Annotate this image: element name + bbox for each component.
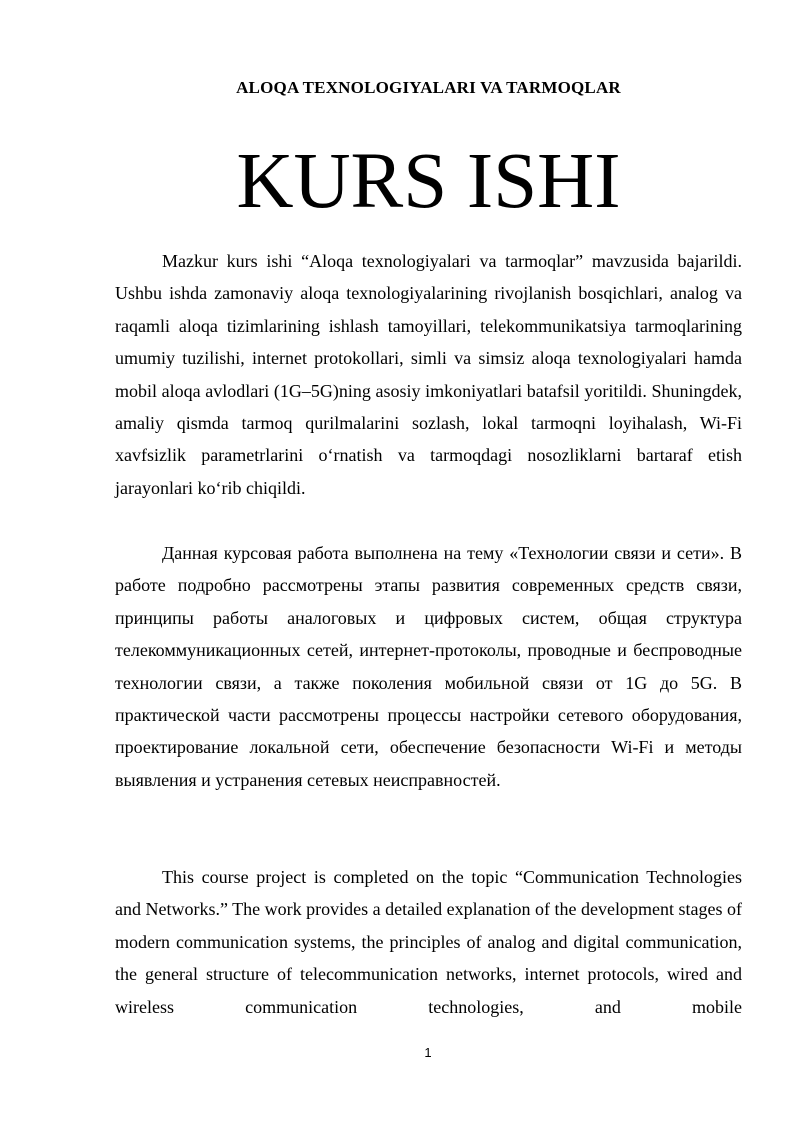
page-number: 1 bbox=[424, 1045, 432, 1060]
document-header: ALOQA TEXNOLOGIYALARI VA TARMOQLAR bbox=[236, 78, 621, 97]
document-title: KURS ISHI bbox=[236, 138, 621, 225]
abstract-english: This course project is completed on the topic “Communication Technologies and Networks.” The work provides a detailed explanation of the development stages of modern communication systems, the principles of analog and digital communication, the general structure of telecommunication networks, internet protocols, wired and wireless communication technologies, and mobile bbox=[115, 867, 742, 1017]
abstract-russian: Данная курсовая работа выполнена на тему «Технологии связи и сети». В работе подробно рассмотрены этапы развития современных средств связи, принципы работы аналоговых и цифровых систем, общая структура телекоммуникационных сетей, интернет-протоколы, проводные и беспроводные технологии связи, а также поколения мобильной связи от 1G до 5G. В практической части рассмотрены процессы настройки сетевого оборудования, проектирование локальной сети, обеспечение безопасности Wi-Fi и методы выявления и устранения сетевых неисправностей. bbox=[115, 543, 742, 790]
abstract-uzbek: Mazkur kurs ishi “Aloqa texnologiyalari va tarmoqlar” mavzusida bajarildi. Ushbu ishda zamonaviy aloqa texnologiyalarining rivojlanish bosqichlari, analog va raqamli aloqa tizimlarining ishlash tamoyillari, telekommunikatsiya tarmoqlarining umumiy tuzilishi, internet protokollari, simli va simsiz aloqa texnologiyalari hamda mobil aloqa avlodlari (1G–5G)ning asosiy imkoniyatlari batafsil yoritildi. Shuningdek, amaliy qismda tarmoq qurilmalarini sozlash, lokal tarmoqni loyihalash, Wi-Fi xavfsizlik parametrlarini oʻrnatish va tarmoqdagi nosozliklarni bartaraf etish jarayonlari koʻrib chiqildi. bbox=[115, 251, 742, 498]
